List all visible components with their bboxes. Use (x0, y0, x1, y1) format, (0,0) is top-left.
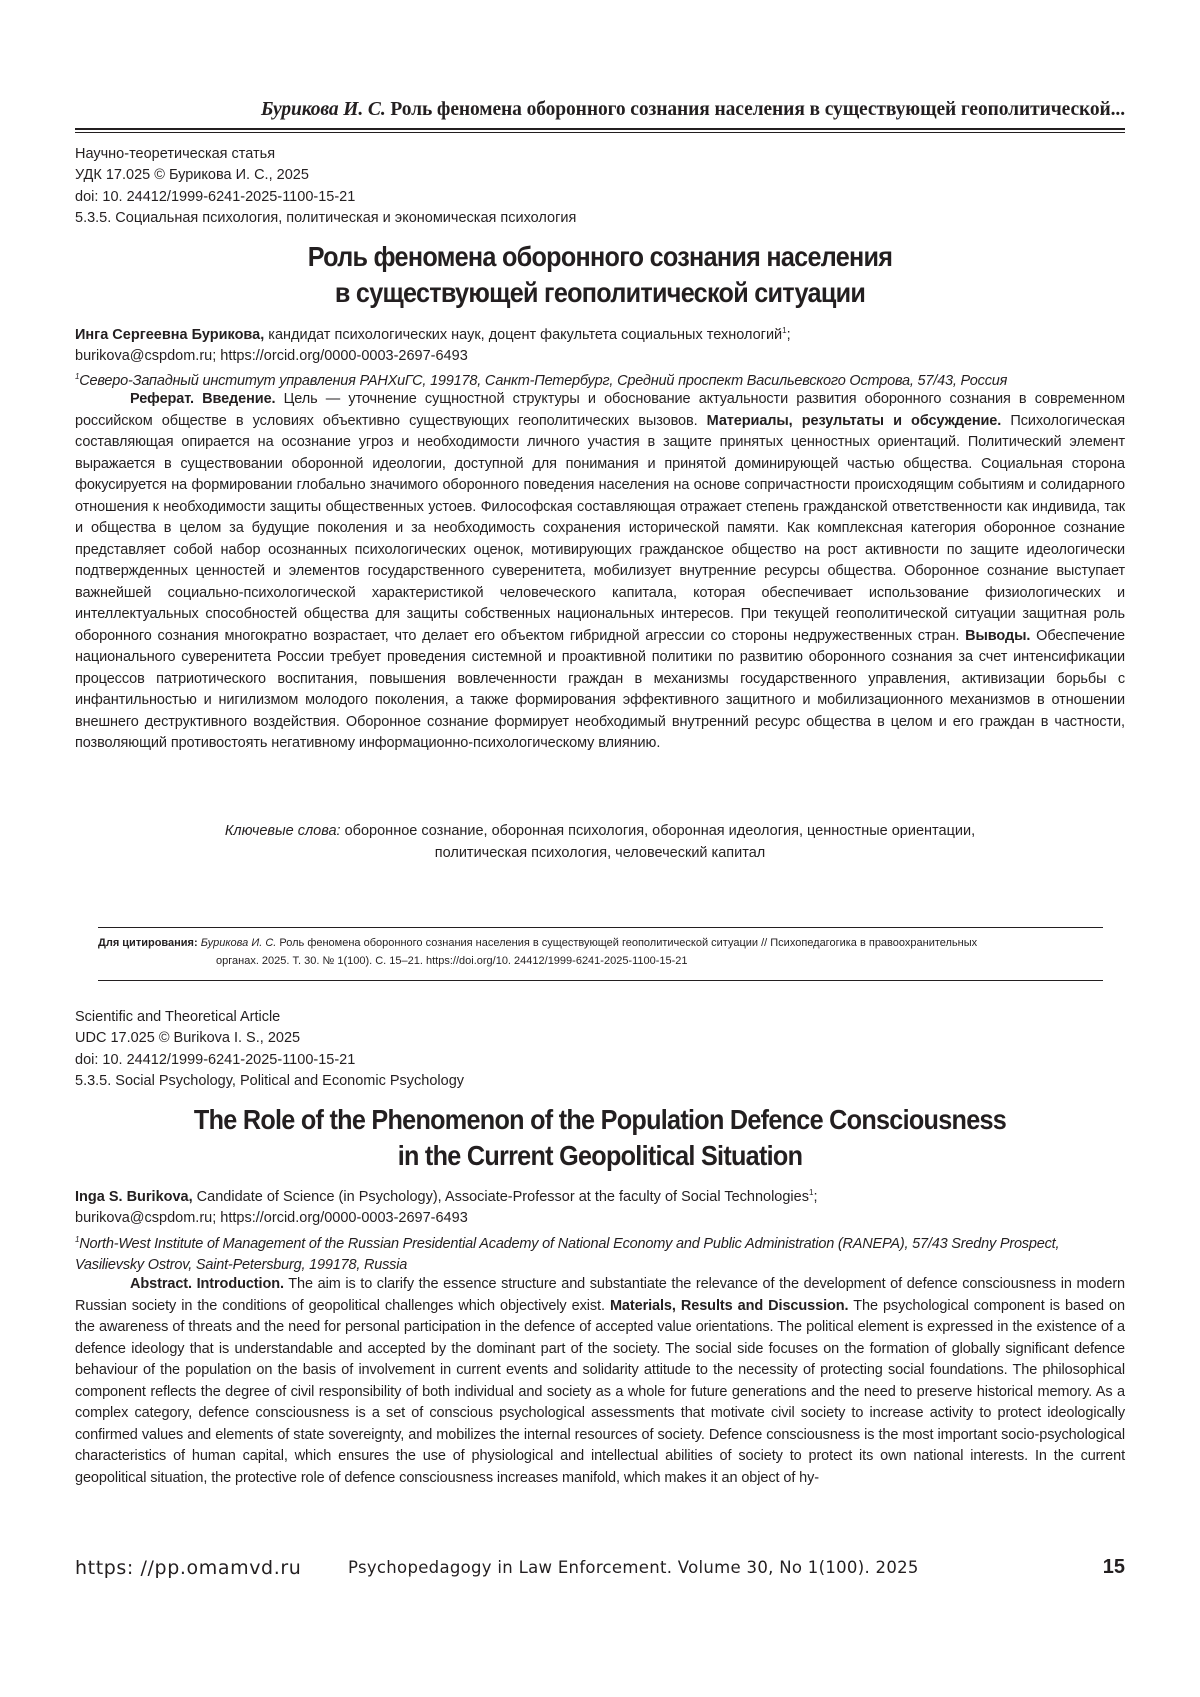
ru-affiliation-text: Северо-Западный институт управления РАНХиГС, 199178, Санкт-Петербург, Средний проспект Васильевского Острова, 57/43, Россия (79, 372, 1008, 389)
ru-article-meta (75, 144, 576, 229)
ru-abstract-label-results: Материалы, результаты и обсуждение. (706, 412, 1002, 429)
footer-page-number: 15 (1102, 1556, 1125, 1578)
ru-abstract (75, 389, 1125, 755)
ru-abstract-text-conclusions: Обеспечение национального суверенитета России требует проведения системной и проактивной политики по развитию оборонного сознания за счет интенсификации процессов патриотического воспитания, повышения вовлеченности граждан в механизмы государственного управления, активизации борьбы с инфантильностью и нигилизмом молодого поколения, а также формирования эффективного защитного и мобилизационного механизмов в отношении внешнего деструктивного воздействия. Оборонное сознание формирует необходимый внутренний ресурс общества в целом и его граждан в частности, позволяющий противостоять негативному информационно-психологическому влиянию. (75, 627, 1125, 751)
footer-website-link[interactable]: https: //pp.omamvd.ru (75, 1557, 302, 1579)
ru-affiliation-sup: 1 (75, 372, 80, 381)
ru-keywords-line-2: политическая психология, человеческий капитал (434, 844, 766, 861)
en-author-info (75, 1182, 1125, 1229)
ru-abstract-label-intro: Реферат. Введение. (130, 391, 276, 407)
en-abstract-label-results: Materials, Results and Discussion. (609, 1297, 849, 1314)
running-head (75, 99, 1125, 121)
running-head-title: Роль феномена оборонного сознания населения в существующей геополитической... (390, 99, 1125, 120)
citation-author: Бурикова И. С. (200, 937, 277, 949)
citation-box (98, 934, 1103, 970)
ru-keywords (75, 821, 1125, 864)
ru-article-type: Научно-теоретическая статья (75, 146, 276, 162)
en-abstract-text-results: The psychological component is based on the awareness of threats and the need for personal participation in the defence of accepted value orientations. The political element is expressed in the existence of a defence ideology that is understandable and accepted by the dominant part of the society. The social side focuses on the formation of globally significant defence behaviour of the population on the basis of involvement in current events and solidarity attitude to the necessity of protecting social foundations. The philosophical component reflects the degree of civil responsibility of both individual and society as a whole for future generations and the need to preserve historical memory. As a complex category, defence consciousness is a set of conscious psychological assessments that motivate civil society to increase activity to protect ideologically confirmed values and elements of state sovereignty, and mobilizes the internal resources of society. Defence consciousness is the most important socio-psychological characteristics of human capital, which ensures the use of physiological and intellectual abilities of society to protect its own national interests. In the current geopolitical situation, the protective role of defence consciousness increases manifold, which makes it an object of hy- (75, 1297, 1125, 1486)
ru-article-title (128, 239, 1073, 311)
en-title-line-2: in the Current Geopolitical Situation (397, 1140, 803, 1171)
ru-author-desc: кандидат психологических наук, доцент факультета социальных технологий (264, 326, 783, 343)
en-abstract-label-intro: Abstract. Introduction. (130, 1276, 284, 1292)
ru-author-name: Инга Сергеевна Бурикова, (75, 326, 265, 343)
en-affiliation (75, 1229, 1125, 1276)
citation-label: Для цитирования: (98, 937, 198, 949)
en-abstract-text-intro: The aim is to clarify the essence structure and substantiate the relevance of the development of defence consciousness in modern Russian society in the conditions of geopolitical challenges which objectively exist. (75, 1276, 1126, 1314)
en-affiliation-sup: 1 (75, 1235, 80, 1244)
ru-author-contacts: burikova@cspdom.ru; https://orcid.org/0000-0003-2697-6493 (75, 347, 468, 364)
header-rule-thin (75, 132, 1125, 133)
header-rule-thick (75, 128, 1125, 130)
ru-title-line-1: Роль феномена оборонного сознания населения (307, 241, 893, 272)
en-author-name: Inga S. Burikova, (75, 1188, 193, 1205)
ru-author-info (75, 320, 1125, 367)
en-affiliation-text: North-West Institute of Management of the Russian Presidential Academy of National Economy and Public Administration (RANEPA), 57/43 Sredny Prospect, Vasilievsky Ostrov, Saint-Petersburg, 199178, Russia (75, 1235, 1060, 1273)
citation-line-2: органах. 2025. Т. 30. № 1(100). С. 15–21. https://doi.org/10. 24412/1999-6241-2025-1100-15-21 (216, 955, 688, 967)
citation-rule-bottom (98, 980, 1103, 981)
ru-keywords-label: Ключевые слова: (224, 823, 341, 839)
en-author-tail: ; (813, 1188, 818, 1205)
footer-journal-name: Psychopedagogy in Law Enforcement. Volume 30, No 1(100). 2025 (348, 1558, 919, 1577)
ru-author-tail: ; (786, 326, 791, 343)
en-author-contacts: burikova@cspdom.ru; https://orcid.org/0000-0003-2697-6493 (75, 1209, 468, 1226)
ru-abstract-text-intro: Цель — уточнение сущностной структуры и обоснование актуальности развития оборонного сознания в современном российском обществе в условиях объективно существующих геополитических вызовов. (75, 391, 1126, 429)
en-article-title (128, 1102, 1073, 1174)
citation-line-1: Роль феномена оборонного сознания населения в существующей геополитической ситуации // Психопедагогика в правоохранительных (276, 937, 978, 949)
en-title-line-1: The Role of the Phenomenon of the Population Defence Consciousness (193, 1104, 1007, 1135)
ru-keywords-line-1: оборонное сознание, оборонная психология, оборонная идеология, ценностные ориентации, (340, 823, 976, 839)
ru-udc: УДК 17.025 © Бурикова И. С., 2025 (75, 167, 309, 184)
ru-abstract-label-conclusions: Выводы. (965, 627, 1031, 644)
running-head-author: Бурикова И. С. (260, 99, 386, 120)
citation-rule-top (98, 927, 1103, 928)
ru-affiliation (75, 366, 1125, 392)
en-author-sup: 1 (808, 1188, 814, 1197)
en-udc: UDC 17.025 © Burikova I. S., 2025 (75, 1030, 301, 1047)
en-doi: doi: 10. 24412/1999-6241-2025-1100-15-21 (75, 1051, 356, 1068)
en-abstract (75, 1274, 1125, 1489)
ru-specialty: 5.3.5. Социальная психология, политическая и экономическая психология (75, 209, 577, 226)
ru-author-sup: 1 (782, 326, 787, 335)
en-author-desc: Candidate of Science (in Psychology), Associate-Professor at the faculty of Social Technologies (192, 1188, 809, 1205)
ru-abstract-text-results: Психологическая составляющая опирается на осознание угроз и необходимости личного участия в защите принятых ценностных ориентаций. Политический элемент выражается в существовании оборонной идеологии, доступной для понимания и принятой доминирующей частью общества. Социальная сторона фокусируется на формировании глобально значимого оборонного поведения населения на основе сопричастности происходящим событиям и солидарного отношения к необходимости защиты общественных устоев. Философская составляющая отражает степень гражданской ответственности как индивида, так и общества в целом за будущие поколения и за необходимость сохранения исторической памяти. Как комплексная категория оборонное сознание представляет собой набор осознанных психологических оценок, мотивирующих гражданское общество на рост активности по защите идеологически подтвержденных ценностей и элементов государственного суверенитета, мобилизует внутренние ресурсы общества. Оборонное сознание выступает важнейшей социально-психологической характеристикой человеческого капитала, которая обеспечивает использование физиологических и интеллектуальных способностей общества для защиты собственных национальных интересов. При текущей геополитической ситуации защитная роль оборонного сознания многократно возрастает, что делает его объектом гибридной агрессии со стороны недружественных стран. (75, 412, 1125, 644)
en-article-meta (75, 1007, 464, 1092)
en-specialty: 5.3.5. Social Psychology, Political and Economic Psychology (75, 1072, 465, 1089)
ru-title-line-2: в существующей геополитической ситуации (334, 277, 866, 308)
ru-doi: doi: 10. 24412/1999-6241-2025-1100-15-21 (75, 188, 356, 205)
en-article-type: Scientific and Theoretical Article (75, 1009, 281, 1025)
